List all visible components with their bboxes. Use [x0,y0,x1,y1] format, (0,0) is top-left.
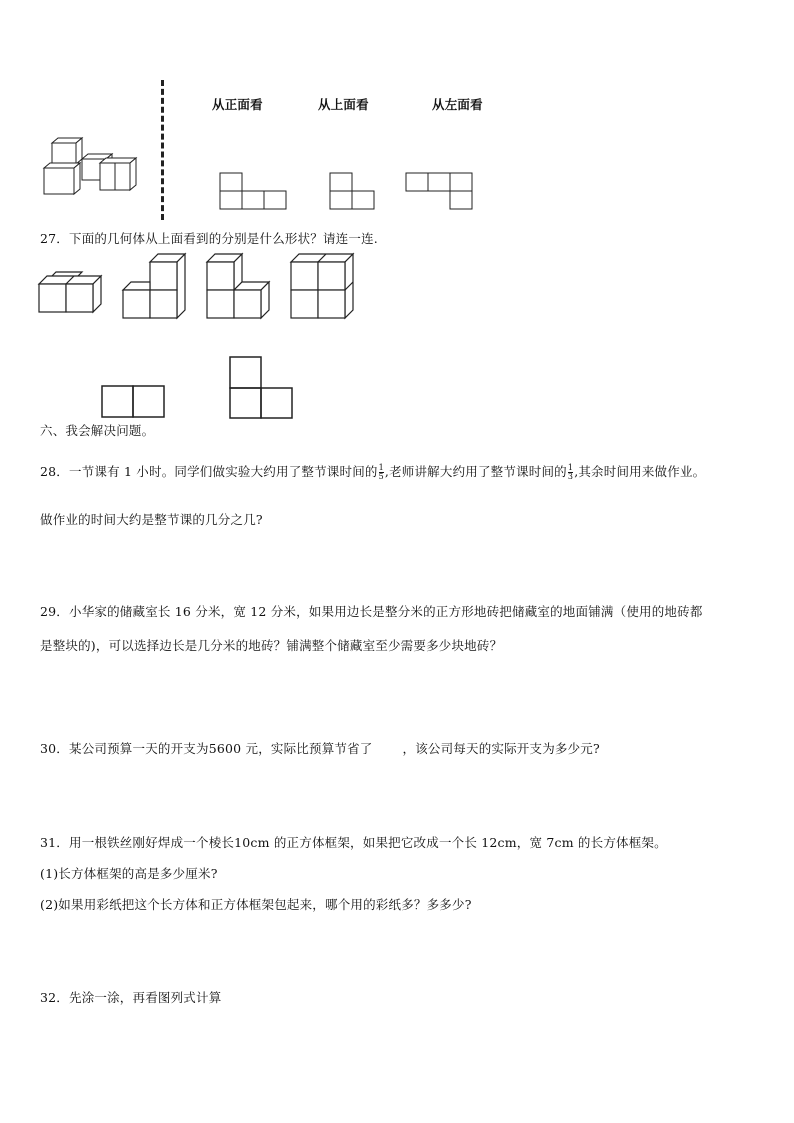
q31-line-3: (2)如果用彩纸把这个长方体和正方体框架包起来，哪个用的彩纸多？多多少? [40,897,472,912]
left-view-grid [405,172,475,212]
q31-line-2: (1)长方体框架的高是多少厘米? [40,866,218,881]
q30-text-part2: ，该公司每天的实际开支为多少元? [402,741,600,756]
q31-line-1: 31．用一根铁丝刚好焊成一个棱长10cm 的正方体框架，如果把它改成一个长 12cm，宽 7cm 的长方体框架。 [40,835,667,850]
q27-solid-4 [290,252,360,322]
view-label-top: 从上面看 [318,97,369,112]
q27-text: 27．下面的几何体从上面看到的分别是什么形状？请连一连. [40,231,378,246]
q27-solid-3 [206,252,276,322]
q29-line-2: 是整块的)，可以选择边长是几分米的地砖？铺满整个储藏室至少需要多少块地砖？ [40,638,503,653]
q27-solid-2 [122,252,192,322]
q27-shape-two-squares [101,385,167,419]
section-6-title: 六、我会解决问题。 [40,423,155,438]
front-view-grid [219,172,289,212]
q28-line-2: 做作业的时间大约是整节课的几分之几? [40,512,263,527]
view-label-left: 从左面看 [432,97,483,112]
q30-line [40,739,600,757]
q27-solid-1 [38,266,108,316]
top-view-grid [329,172,379,212]
q29-line-1: 29．小华家的储藏室长 16 分米，宽 12 分米，如果用边长是整分米的正方形地砖把储藏室的地面铺满（使用的地砖都 [40,604,703,619]
q32-text: 32．先涂一涂，再看图列式计算 [40,990,222,1005]
q27-shape-l-squares [229,356,295,420]
q28-text-part3: ,其余时间用来做作业。 [574,464,706,479]
dashed-divider [161,80,164,220]
q28-fraction-2: $\frac{1}{3}$ [567,463,574,481]
q28-text-part1: 28．一节课有 1 小时。同学们做实验大约用了整节课时间的 [40,464,378,479]
solid-3d-figure [40,135,160,215]
q28-line-1 [40,462,705,481]
q28-fraction-1: $\frac{1}{5}$ [378,463,384,481]
q30-text-part1: 30．某公司预算一天的开支为5600 元，实际比预算节省了 [40,741,373,756]
view-label-front: 从正面看 [212,97,263,112]
q28-text-part2: ,老师讲解大约用了整节课时间的 [384,464,567,479]
